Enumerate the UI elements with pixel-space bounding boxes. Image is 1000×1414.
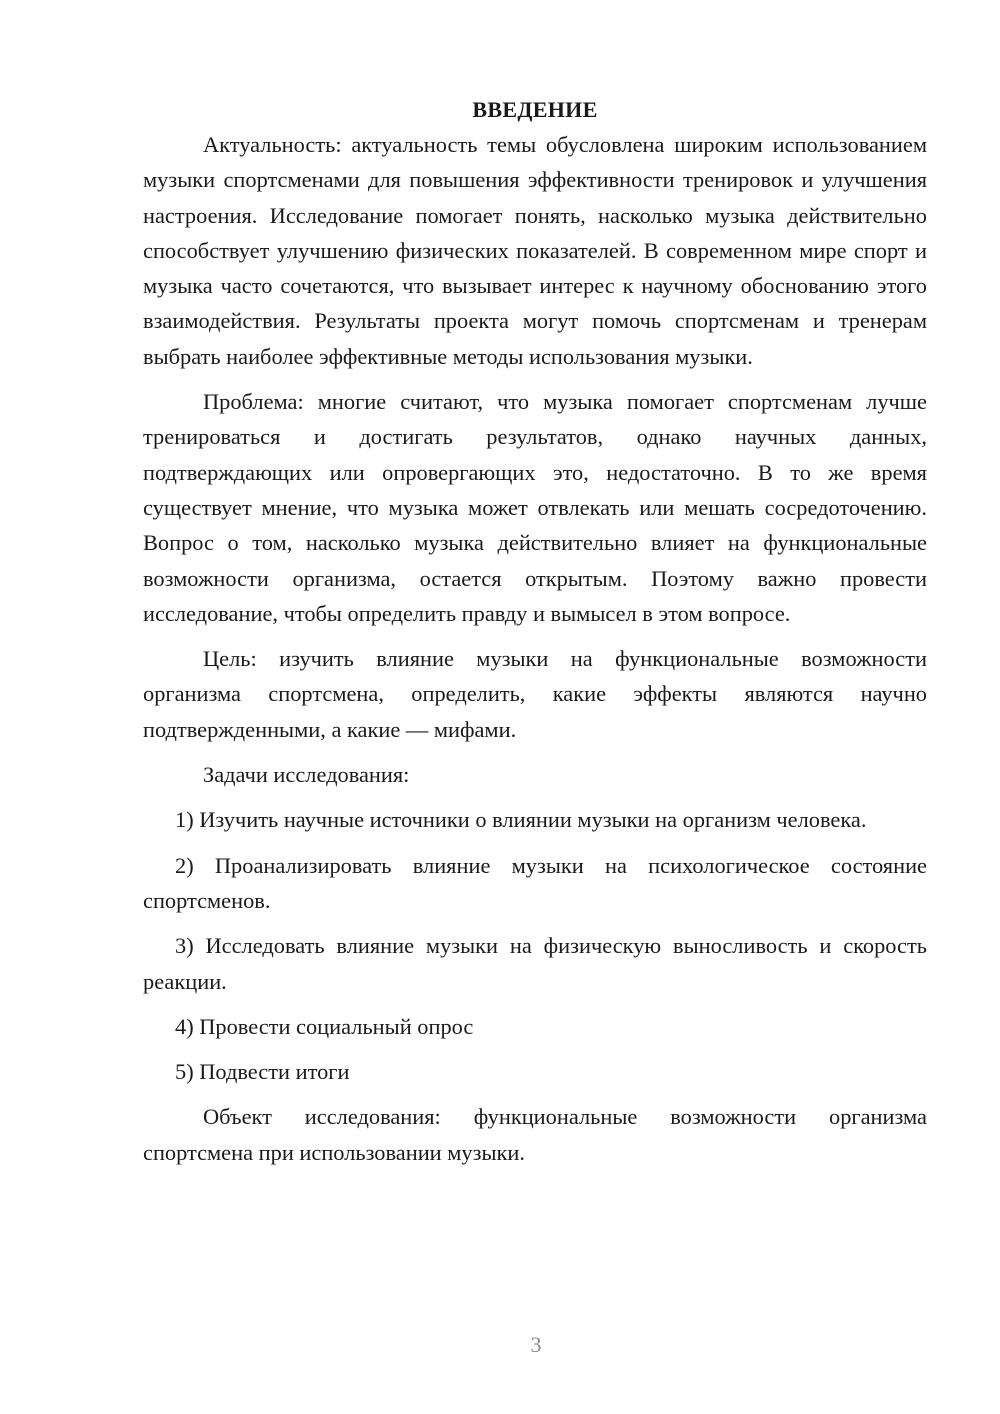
page-number: 3 — [530, 1332, 542, 1357]
task-item: 2) Проанализировать влияние музыки на психологическое состояние спортсменов. — [143, 852, 927, 913]
relevance-paragraph: Актуальность: актуальность темы обусловлена широким использованием музыки спортсменами для повышения эффективности тренировок и улучшения настроения. Исследование помогает понять, насколько музыка действительно способствует улучшению физических показателей. В современном мире спорт и музыка часто сочетаются, что вызывает интерес к научному обоснованию этого взаимодействия. Результаты проекта могут помочь спортсменам и тренерам выбрать наиболее эффективные методы использования музыки. — [143, 132, 927, 369]
goal-paragraph: Цель: изучить влияние музыки на функциональные возможности организма спортсмена, определить, какие эффекты являются научно подтвержденными, а какие — мифами. — [143, 646, 927, 742]
task-item: 4) Провести социальный опрос — [175, 1013, 474, 1039]
tasks-heading: Задачи исследования: — [203, 762, 410, 788]
problem-paragraph: Проблема: многие считают, что музыка помогает спортсменам лучше тренироваться и достигать результатов, однако научных данных, подтверждающих или опровергающих это, недостаточно. В то же время существует мнение, что музыка может отвлекать или мешать сосредоточению. Вопрос о том, насколько музыка действительно влияет на функциональные возможности организма, остается открытым. Поэтому важно провести исследование, чтобы определить правду и вымысел в этом вопросе. — [143, 389, 927, 626]
section-heading: ВВЕДЕНИЕ — [472, 97, 598, 122]
task-item: 3) Исследовать влияние музыки на физическую выносливость и скорость реакции. — [143, 933, 927, 994]
task-item: 1) Изучить научные источники о влиянии музыки на организм человека. — [175, 807, 867, 833]
document-page — [143, 92, 927, 1180]
task-item: 5) Подвести итоги — [175, 1059, 350, 1085]
object-paragraph: Объект исследования: функциональные возможности организма спортсмена при использовании музыки. — [143, 1104, 927, 1165]
